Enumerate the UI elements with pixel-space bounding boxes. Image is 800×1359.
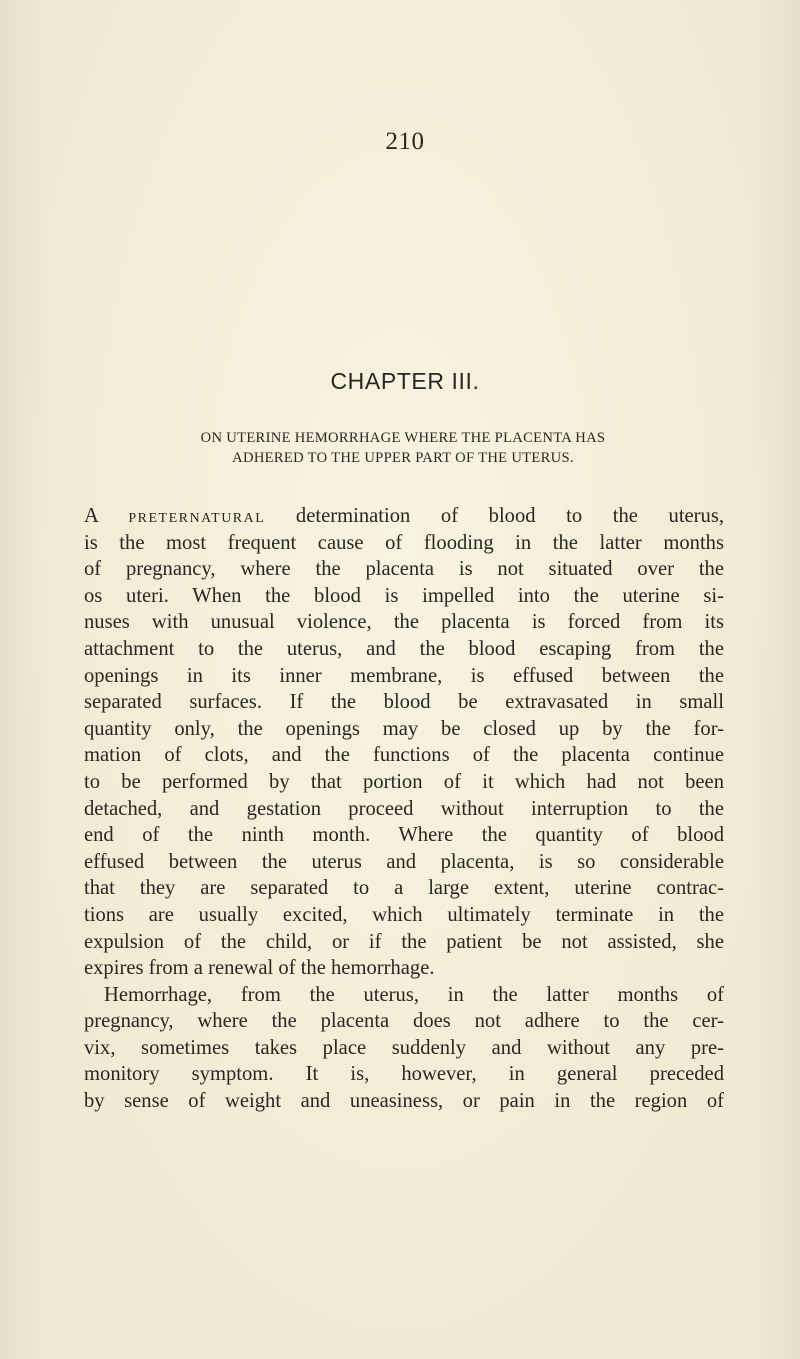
opening-smallcaps: preternatural (128, 505, 266, 527)
page-number: 210 (385, 128, 425, 155)
text-line: expires from a renewal of the hemorrhage. (84, 957, 435, 980)
chapter-heading: CHAPTER III. (330, 368, 480, 394)
text-line: to be performed by that portion of it which had not been (84, 770, 724, 793)
text-line: Hemorrhage, from the uterus, in the latter months of (104, 983, 724, 1006)
text-line: monitory symptom. It is, however, in general preceded (84, 1063, 724, 1086)
text-line: by sense of weight and uneasiness, or pain in the region of (84, 1090, 724, 1113)
text-line: pregnancy, where the placenta does not adhere to the cer- (84, 1010, 724, 1033)
text-line: detached, and gestation proceed without interruption to the (84, 797, 724, 820)
chapter-subtitle (82, 428, 724, 468)
text-line: tions are usually excited, which ultimately terminate in the (84, 903, 724, 926)
text-line: vix, sometimes takes place suddenly and without any pre- (84, 1036, 724, 1059)
opening-rest: determination of blood to the uterus, (295, 505, 724, 527)
text-line: is the most frequent cause of flooding in the latter months (84, 531, 724, 554)
text-line: that they are separated to a large extent, uterine contrac- (84, 877, 724, 900)
text-line: expulsion of the child, or if the patient be not assisted, she (84, 930, 724, 953)
text-line: nuses with unusual violence, the placenta is forced from its (84, 611, 724, 634)
text-line: separated surfaces. If the blood be extravasated in small (84, 691, 724, 714)
text-line: openings in its inner membrane, is effused between the (84, 664, 724, 687)
subtitle-line: ON UTERINE HEMORRHAGE WHERE THE PLACENTA HAS (200, 430, 606, 446)
text-line: quantity only, the openings may be closed up by the for- (84, 717, 724, 740)
text-line: mation of clots, and the functions of the placenta continue (84, 744, 724, 767)
text-line: effused between the uterus and placenta, is so considerable (84, 850, 724, 873)
opening-initial: A (84, 505, 98, 527)
body-text (84, 503, 724, 1115)
subtitle-line: ADHERED TO THE UPPER PART OF THE UTERUS. (232, 450, 574, 466)
text-line: attachment to the uterus, and the blood escaping from the (84, 637, 724, 660)
opening-line (84, 503, 724, 530)
text-line: os uteri. When the blood is impelled into the uterine si- (84, 584, 724, 607)
text-line: of pregnancy, where the placenta is not situated over the (84, 558, 724, 581)
text-line: end of the ninth month. Where the quantity of blood (84, 824, 724, 847)
